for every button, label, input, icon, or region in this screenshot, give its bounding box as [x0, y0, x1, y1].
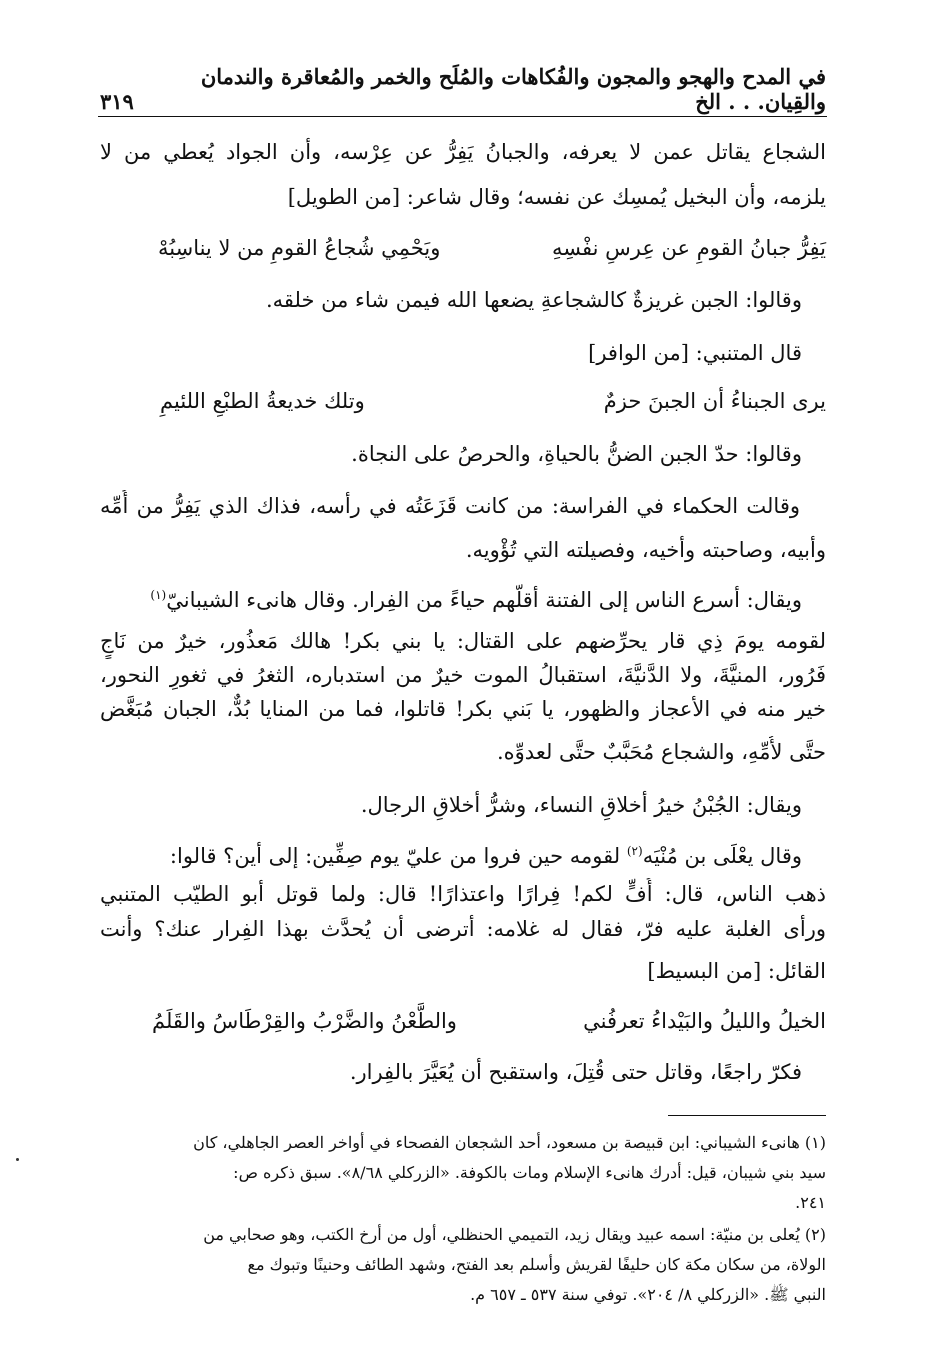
- text-run: لقومه حين فروا من عليّ يوم صِفِّين: إلى أين؟ قالوا:: [169, 844, 627, 868]
- footnote-2-text: يُعلى بن منيّة: اسمه عبيد ويقال زيد، التميمي الحنظلي، أول من أرخ الكتب، وهو صحابي من: [203, 1225, 800, 1244]
- running-header: [100, 64, 826, 114]
- text-line: وقالوا: الجبن غريزةٌ كالشجاعةِ يضعها الله فيمن شاء من خلقه.: [265, 288, 802, 312]
- text-line: [102, 584, 802, 618]
- text-line: خير منه في الأعجاز والظهور، يا بَني بكر! قاتلوا، فما من المنايا بُدٌّ، الجبان مُبَغَّض: [100, 697, 826, 721]
- verse-1-second-hemistich: ويَحْمِي شُجاعُ القومِ من لا يناسِبُهْ: [158, 236, 441, 260]
- text-line: يلزمه، وأن البخيل يُمسِك عن نفسه؛ وقال شاعر: [من الطويل]: [287, 185, 826, 209]
- verse-2-second-hemistich: وتلك خديعةُ الطبْعِ اللئيمِ: [160, 389, 365, 413]
- text-line: وقالت الحكماء في الفراسة: من كانت قَزَعَتُه في رأسه، فذاك الذي يَفِرُّ من أُمِّه: [100, 494, 800, 518]
- footnote-marker: (١): [150, 588, 167, 602]
- text-line: فكرّ راجعًا، وقاتل حتى قُتِلَ، واستقبح أن يُعَيَّرَ بالفِرار.: [349, 1060, 802, 1084]
- margin-speck: [16, 1158, 19, 1161]
- footnote-1-line: سيد بني شيبان، قيل: أدرك هانىء الإسلام ومات بالكوفة. «الزركلي ٨/٦٨». سبق ذكره ص:: [233, 1163, 826, 1182]
- footnote-rule: [668, 1115, 826, 1116]
- footnote-1-line: [100, 1130, 826, 1158]
- text-line: ذهب الناس، قال: أُفٍّ لكم! فِرارًا واعتذارًا! قال: ولما قوتل أبو الطيّب المتنبي: [100, 882, 826, 906]
- footnote-2-line: النبي ﷺ. «الزركلي ٨/ ٢٠٤». توفي سنة ٥٣٧ ـ ٦٥٧ م.: [470, 1285, 826, 1304]
- footnote-1-number: (١): [804, 1133, 826, 1152]
- text-line: قال المتنبي: [من الوافر]: [588, 341, 802, 365]
- page-number: ٣١٩: [100, 89, 134, 114]
- running-title: في المدح والهجو والمجون والفُكاهات والمُلَح والخمر والمُعاقرة والندمان والقِيان. . . الخ: [200, 64, 826, 114]
- header-rule: [98, 116, 827, 117]
- text-line: وقالوا: حدّ الجبن الضنُّ بالحياةِ، والحرصُ على النجاة.: [351, 442, 802, 466]
- text-line: لقومه يومَ ذِي قار يحرِّضهم على القتال: يا بني بكر! هالك مَعذُور، خيرٌ من نَاجٍ: [100, 629, 826, 653]
- verse-3-second-hemistich: والطَّعْنُ والضَّرْبُ والقِرْطَاسُ والقَلَمُ: [152, 1009, 457, 1033]
- text-line: ويقال: الجُبْنُ خيرُ أخلاقِ النساء، وشرُّ أخلاقِ الرجال.: [360, 793, 802, 817]
- text-line: ورأى الغلبة عليه فرّ، فقال له غلامه: أترضى أن يُحدَّث بهذا الفِرار عنك؟ وأنت: [100, 917, 826, 941]
- footnote-2-line: الولاة، من سكان مكة كان حليفًا لقريش وأسلم بعد الفتح، وشهد الطائف وحنينًا وتبوك مع: [247, 1255, 826, 1274]
- text-line: حتَّى لأُمِّهِ، والشجاع مُحَبَّبٌ حتَّى لعدوِّه.: [496, 740, 826, 764]
- footnote-1-line: ٢٤١.: [795, 1193, 826, 1212]
- footnote-marker: (٢): [626, 844, 643, 858]
- text-line: الشجاع يقاتل عمن لا يعرفه، والجبانُ يَفِرُّ عن عِرْسه، وأن الجواد يُعطي من لا: [100, 140, 826, 164]
- footnote-1-text: هانىء الشيباني: ابن قبيصة بن مسعود، أحد الشجعان الفصحاء في أواخر العصر الجاهلي، كان: [193, 1133, 800, 1152]
- text-line: وأبيه، وصاحبته وأخيه، وفصيلته التي تُؤْويه.: [465, 538, 826, 562]
- text-line: فَرُور، المنيَّةَ، ولا الدَّنيَّةَ، استقبالُ الموت خيرٌ من استدباره، الثغرُ في ثغورِ النحور،: [100, 663, 826, 687]
- text-run: وقال يعْلَى بن مُنْيَه: [642, 844, 802, 868]
- text-line: [102, 840, 802, 874]
- verse-2-first-hemistich: يرى الجبناءُ أن الجبنَ حزمٌ: [603, 389, 826, 413]
- footnote-2-number: (٢): [804, 1225, 826, 1244]
- verse-1-first-hemistich: يَفِرُّ جبانُ القومِ عن عِرسِ نفْسِهِ: [551, 236, 826, 260]
- verse-3-first-hemistich: الخيلُ والليلُ والبَيْداءُ تعرفُني: [583, 1009, 826, 1033]
- text-run: ويقال: أسرع الناس إلى الفتنة أقلّهم حياءً من الفِرار. وقال هانىء الشيبانيّ: [166, 588, 802, 612]
- footnote-2-line: [100, 1222, 826, 1250]
- text-line: القائل: [من البسيط]: [647, 959, 826, 983]
